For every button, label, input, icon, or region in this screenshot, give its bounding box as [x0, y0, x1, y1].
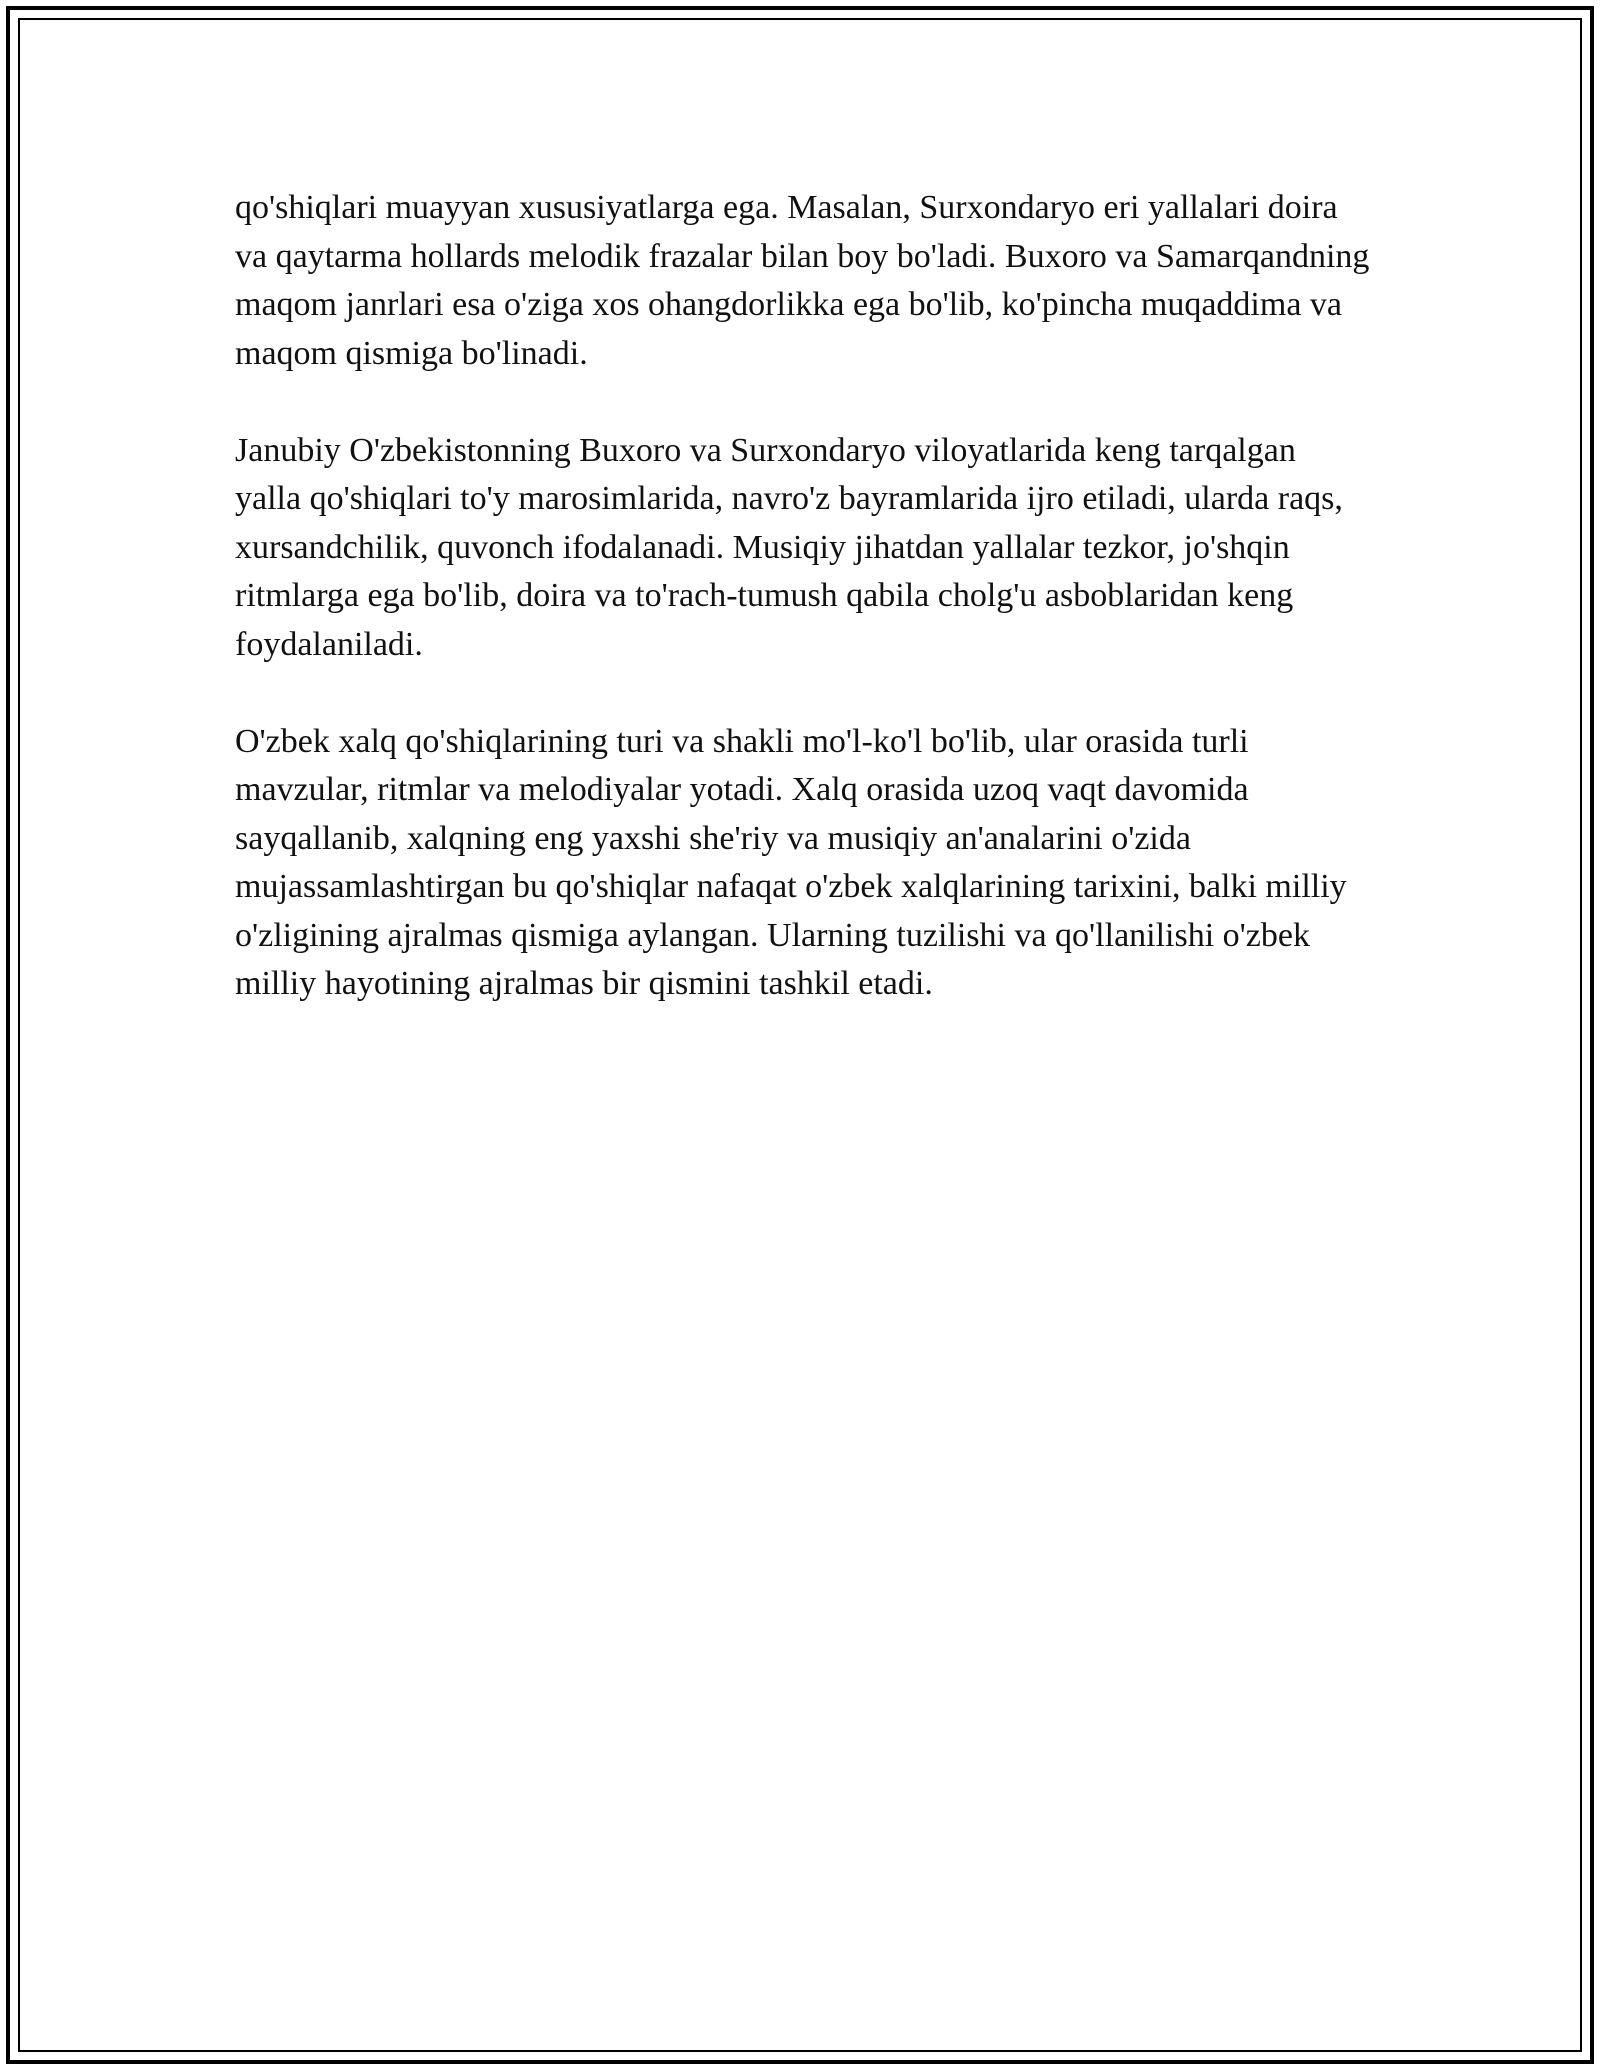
paragraph-2: Janubiy O'zbekistonning Buxoro va Surxondaryo viloyatlarida keng tarqalgan yalla qo'shiqlari to'y marosimlarida, navro'z bayramlarida ijro etiladi, ularda raqs, xursandchilik, quvonch ifodalanadi. Musiqiy jihatdan yallalar tezkor, jo'shqin ritmlarga ega bo'lib, doira va to'rach-tumush qabila cholg'u asboblaridan keng foydalaniladi.: [235, 431, 1343, 663]
document-body: [235, 184, 1370, 1057]
paragraph-1: qo'shiqlari muayyan xususiyatlarga ega. Masalan, Surxondaryo eri yallalari doira va qaytarma hollards melodik frazalar bilan boy bo'ladi. Buxoro va Samarqandning maqom janrlari esa o'ziga xos ohangdorlikka ega bo'lib, ko'pincha muqaddima va maqom qismiga bo'linadi.: [235, 189, 1370, 372]
paragraph-3: O'zbek xalq qo'shiqlarining turi va shakli mo'l-ko'l bo'lib, ular orasida turli mavzular, ritmlar va melodiyalar yotadi. Xalq orasida uzoq vaqt davomida sayqallanib, xalqning eng yaxshi she'riy va musiqiy an'analarini o'zida mujassamlashtirgan bu qo'shiqlar nafaqat o'zbek xalqlarining tarixini, balki milliy o'zligining ajralmas qismiga aylangan. Ularning tuzilishi va qo'llanilishi o'zbek milliy hayotining ajralmas bir qismini tashkil etadi.: [235, 722, 1347, 1002]
